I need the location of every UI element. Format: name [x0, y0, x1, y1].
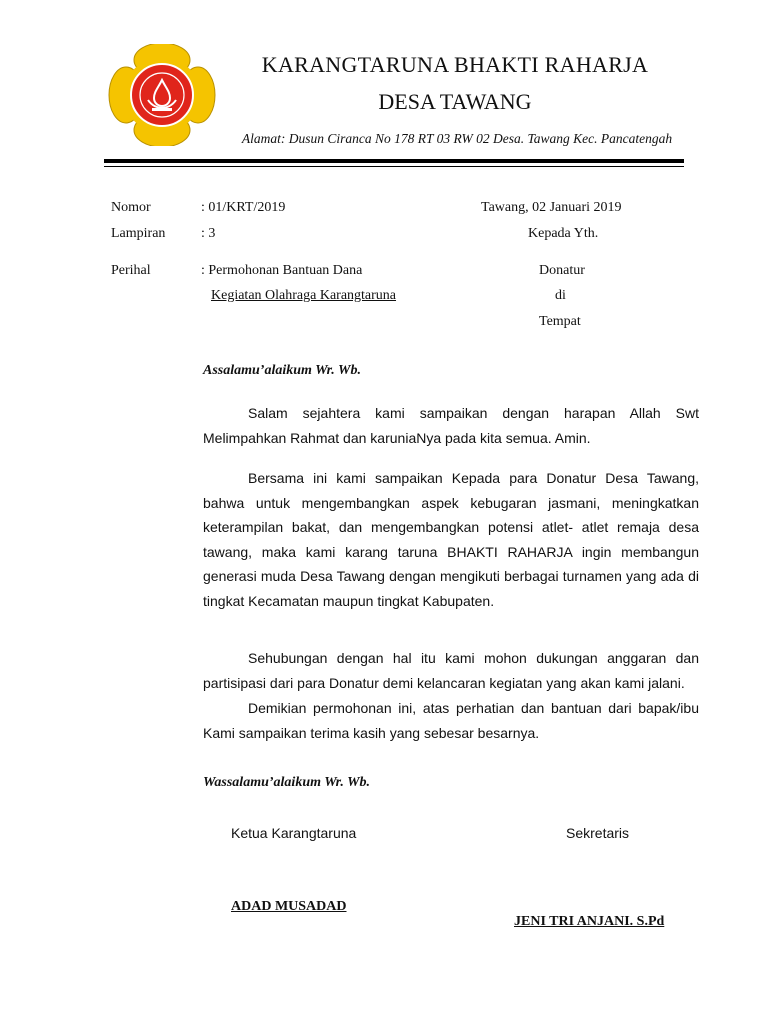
paragraph-3	[203, 646, 699, 695]
nomor-value: : 01/KRT/2019	[201, 200, 286, 215]
closing-greeting: Wassalamu’alaikum Wr. Wb.	[203, 775, 371, 790]
organization-logo	[108, 44, 216, 146]
organization-address: Alamat: Dusun Ciranca No 178 RT 03 RW 02 Desa. Tawang Kec. Pancatengah	[241, 131, 673, 146]
letterhead-divider-thick	[104, 159, 684, 163]
recipient-name: Donatur	[539, 263, 585, 278]
letterhead-divider-thin	[104, 166, 684, 167]
paragraph-1-line-2: Melimpahkan Rahmat dan karuniaNya pada kita semua. Amin.	[203, 430, 591, 446]
paragraph-4	[203, 696, 699, 745]
nomor-label: Nomor	[111, 200, 151, 215]
letter-date: Tawang, 02 Januari 2019	[481, 200, 622, 215]
lampiran-value: : 3	[201, 226, 216, 241]
left-signatory-title: Ketua Karangtaruna	[231, 825, 357, 841]
paragraph-2-text: Bersama ini kami sampaikan Kepada para Donatur Desa Tawang, bahwa untuk mengembangkan aspek kebugaran jasmani, meningkatkan keterampilan bakat, dan mengembangkan potensi atlet- atlet remaja desa tawang, maka kami karang taruna BHAKTI RAHARJA ingin membangun generasi muda Desa Tawang dengan mengikuti berbagai turnamen yang ada di tingkat Kecamatan maupun tingkat Kabupaten.	[203, 470, 699, 609]
organization-name: KARANGTARUNA BHAKTI RAHARJA	[261, 52, 649, 77]
perihal-label: Perihal	[111, 263, 151, 278]
paragraph-3-text: Sehubungan dengan hal itu kami mohon dukungan anggaran dan partisipasi dari para Donatur demi kelancaran kegiatan yang akan kami jalani.	[203, 650, 699, 691]
perihal-value: : Permohonan Bantuan Dana	[201, 263, 363, 278]
paragraph-4-text: Demikian permohonan ini, atas perhatian dan bantuan dari bapak/ibu Kami sampaikan terima kasih yang sebesar besarnya.	[203, 700, 699, 741]
paragraph-1-line-1: Salam sejahtera kami sampaikan dengan harapan Allah Swt	[248, 405, 699, 421]
recipient-di: di	[555, 288, 566, 303]
left-signatory-name: ADAD MUSADAD	[231, 899, 347, 914]
right-signatory-title: Sekretaris	[566, 825, 630, 841]
recipient-intro: Kepada Yth.	[528, 226, 599, 241]
recipient-place: Tempat	[539, 314, 581, 329]
paragraph-2	[203, 466, 699, 613]
village-name: DESA TAWANG	[378, 89, 532, 114]
opening-greeting: Assalamu’alaikum Wr. Wb.	[203, 363, 361, 378]
perihal-subject: Kegiatan Olahraga Karangtaruna	[211, 288, 397, 303]
right-signatory-name: JENI TRI ANJANI. S.Pd	[514, 914, 665, 929]
lampiran-label: Lampiran	[111, 226, 166, 241]
